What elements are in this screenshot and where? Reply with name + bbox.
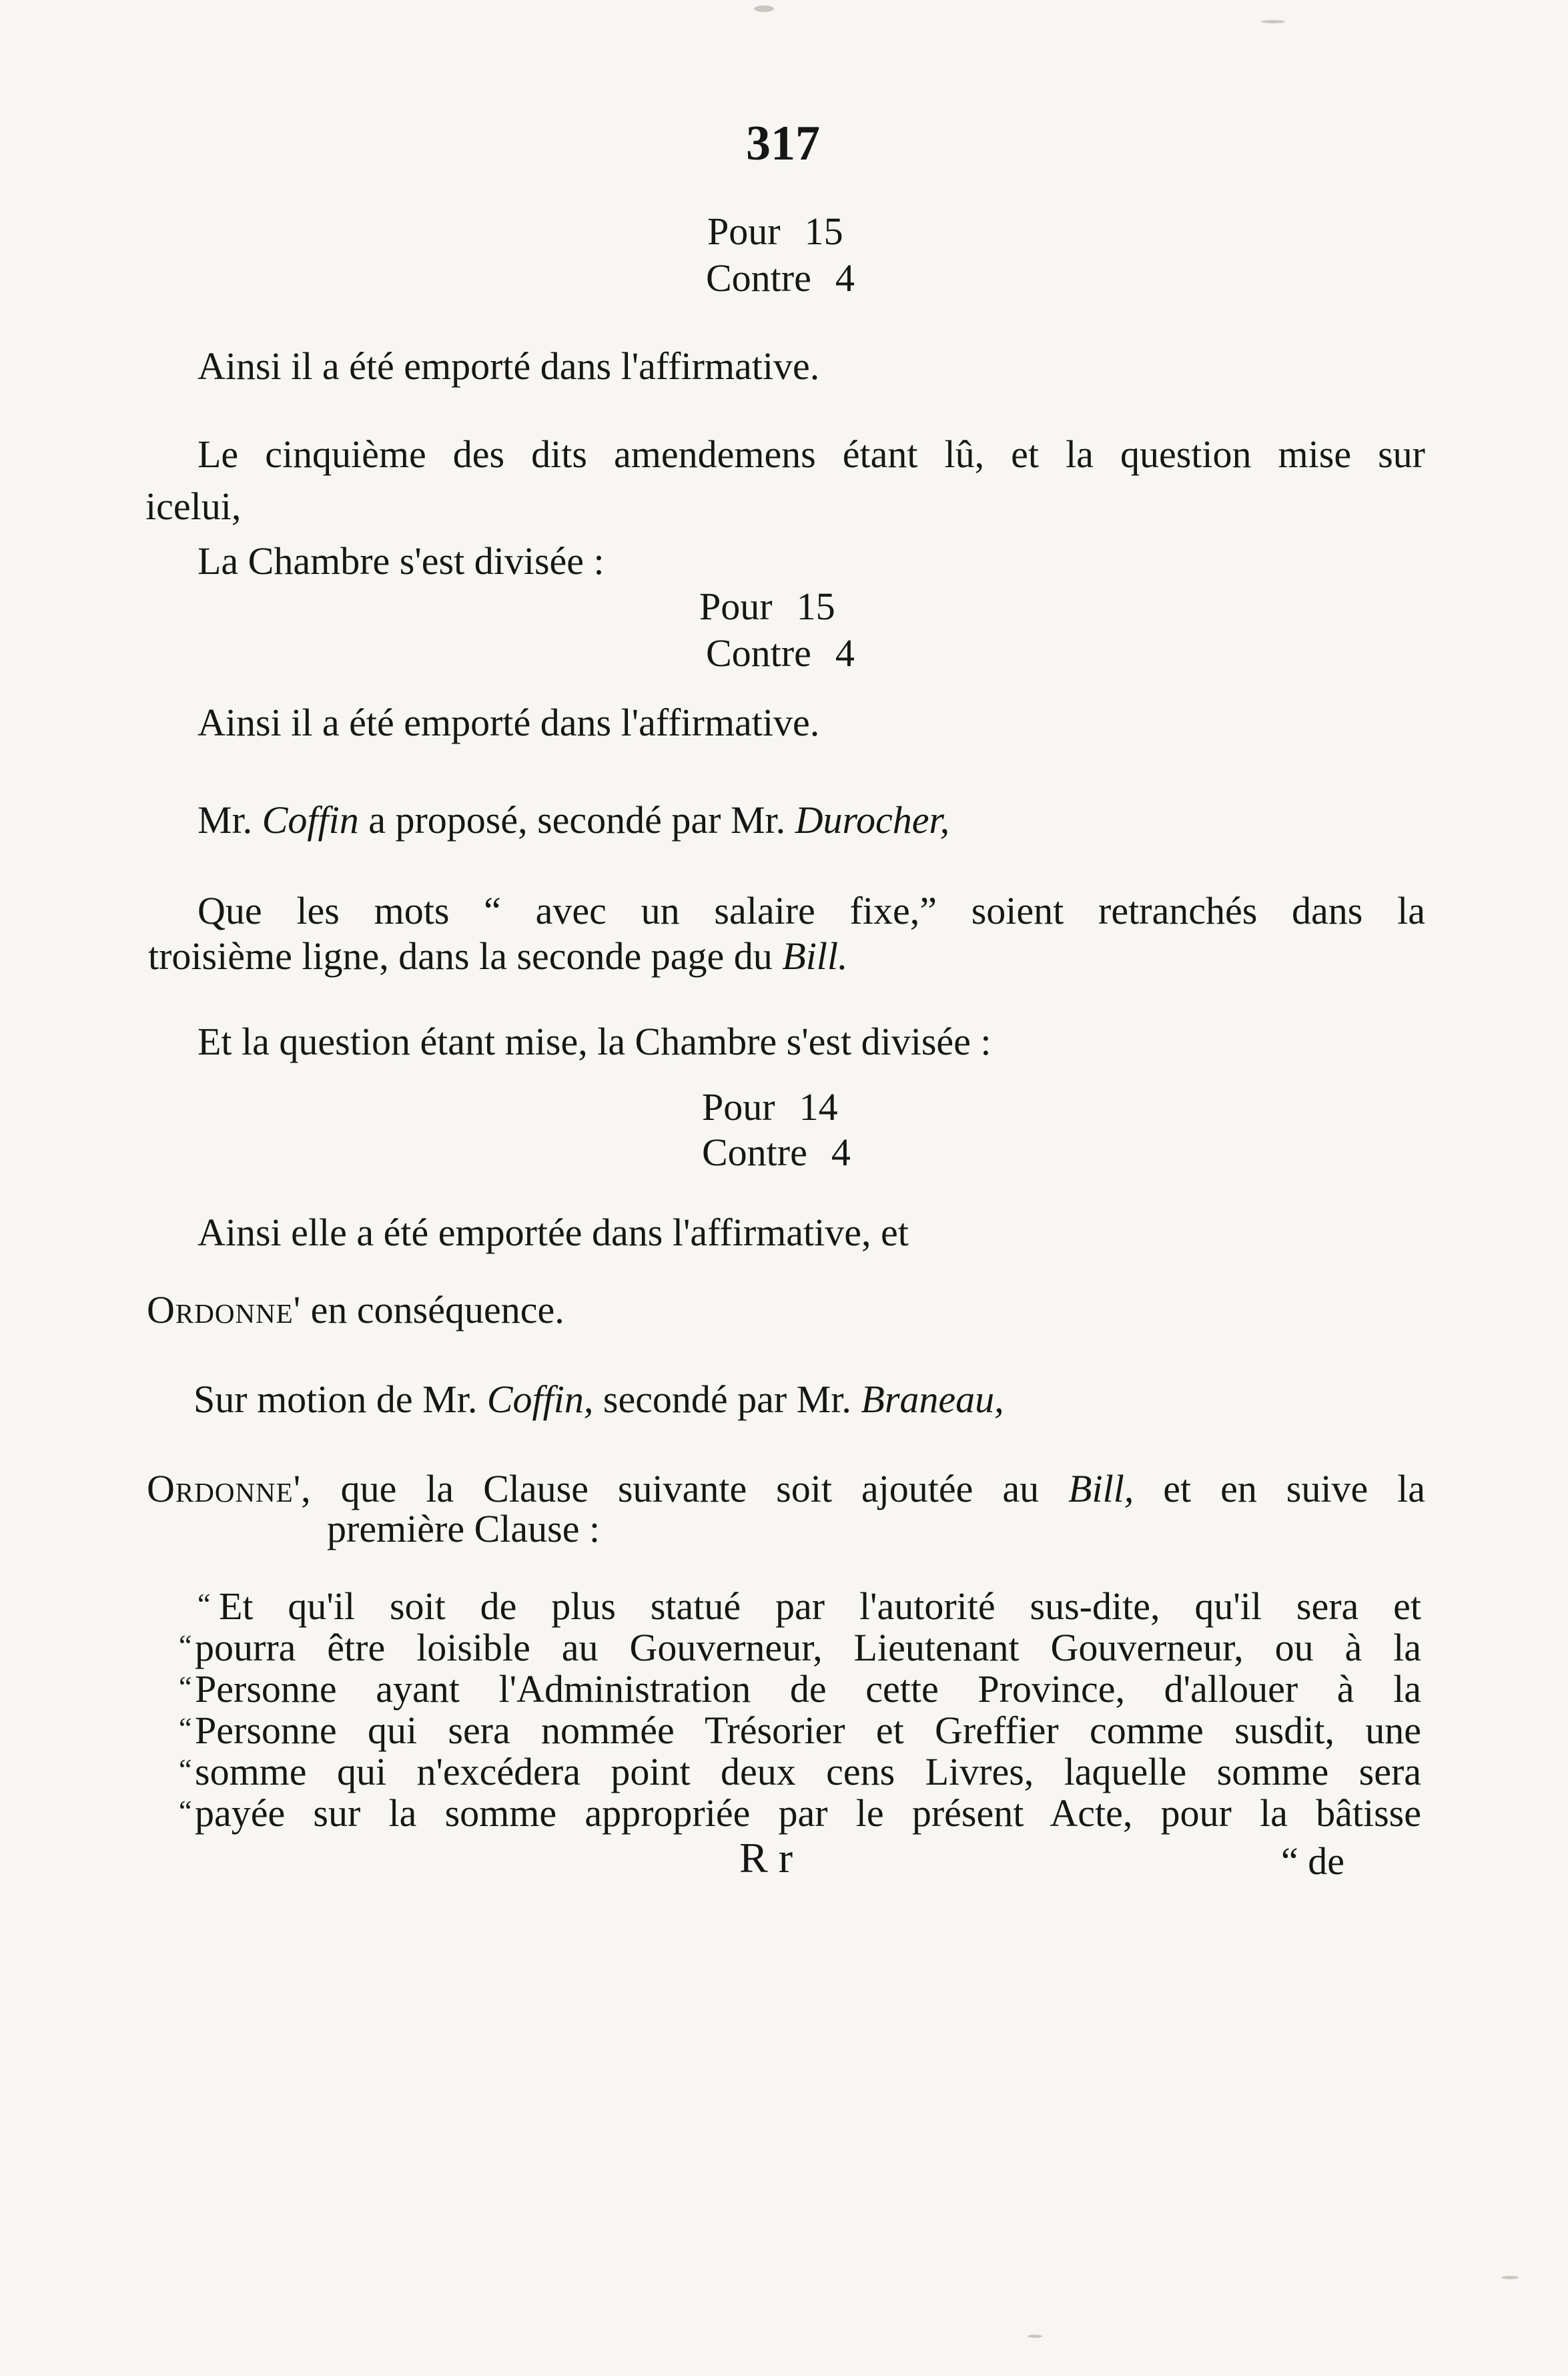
vote-pour-count: 14 <box>799 1085 838 1129</box>
quote-mark: “ <box>198 1588 211 1620</box>
motion-prefix: Sur motion de Mr. <box>193 1378 478 1421</box>
que-line-2 <box>148 934 848 978</box>
scan-speck <box>1261 20 1285 23</box>
scan-speck <box>754 5 774 12</box>
quote-mark: “ <box>179 1629 192 1662</box>
bill-word: Bill. <box>782 934 848 978</box>
chambre-divisee: La Chambre s'est divisée : <box>198 539 605 583</box>
motion-prefix: Mr. <box>198 798 253 842</box>
seconder-name: Braneau, <box>861 1378 1004 1421</box>
catchword: “ de <box>1281 1839 1344 1883</box>
que-line-1: Que les mots “ avec un salaire fixe,” soient retranchés dans la <box>198 889 1425 932</box>
motion-middle: a proposé, secondé par Mr. <box>368 798 786 842</box>
vote-contre-label: Contre <box>706 256 811 300</box>
vote-contre-label: Contre <box>706 631 811 675</box>
ordonne-word: Ordonne' <box>147 1288 302 1331</box>
ordonne-clause-text: que la Clause suivante soit ajoutée au <box>340 1467 1040 1510</box>
motion-coffin-durocher <box>198 798 950 842</box>
mover-name: Coffin, <box>486 1378 594 1421</box>
quote-mark: “ <box>179 1671 192 1703</box>
bill-word: Bill, <box>1068 1467 1134 1510</box>
vote-pour-count: 15 <box>796 585 835 628</box>
vote-contre-count: 4 <box>835 631 855 675</box>
quote-line: payée sur la somme appropriée par le présent Acte, pour la bâtisse <box>195 1791 1421 1835</box>
ordonne-rest: en conséquence. <box>310 1288 564 1331</box>
vote-pour-count: 15 <box>804 210 843 253</box>
vote-pour-label: Pour <box>699 585 773 628</box>
vote-contre-line <box>706 256 855 300</box>
motion-middle: secondé par Mr. <box>603 1378 851 1421</box>
quote-line: Et qu'il soit de plus statué par l'autorité sus-dite, qu'il sera et <box>219 1584 1421 1628</box>
scan-speck <box>1501 2276 1519 2279</box>
quote-mark: “ <box>179 1712 192 1745</box>
ordonne-clause-end: et en suive la <box>1163 1467 1426 1510</box>
quote-line: pourra être loisible au Gouverneur, Lieutenant Gouverneur, ou à la <box>195 1626 1421 1669</box>
vote-contre-line <box>706 631 855 675</box>
quote-mark: “ <box>179 1795 192 1827</box>
ordonne-clause-line-1 <box>147 1467 1426 1510</box>
ordonne-clause-line-2: première Clause : <box>327 1507 601 1550</box>
vote-pour-line <box>699 587 835 626</box>
question-mise: Et la question étant mise, la Chambre s'est divisée : <box>198 1020 992 1063</box>
quote-line: Personne qui sera nommée Trésorier et Greffier comme susdit, une <box>195 1709 1421 1752</box>
vote-contre-count: 4 <box>835 256 855 300</box>
quote-line: somme qui n'excédera point deux cens Livres, laquelle somme sera <box>195 1750 1421 1793</box>
seconder-name: Durocher, <box>795 798 950 842</box>
vote-contre-label: Contre <box>702 1131 807 1174</box>
signature-mark: R r <box>739 1834 793 1881</box>
amendment-line-2: icelui, <box>145 485 242 528</box>
motion-coffin-braneau <box>193 1380 1004 1419</box>
vote-pour-label: Pour <box>707 210 781 253</box>
que-line-2-text: troisième ligne, dans la seconde page du <box>148 934 773 978</box>
ordonne-word: Ordonne', <box>147 1467 312 1510</box>
result-affirmative-3: Ainsi elle a été emportée dans l'affirmative, et <box>198 1211 909 1254</box>
vote-pour-line <box>707 212 843 251</box>
vote-contre-count: 4 <box>831 1131 851 1174</box>
mover-name: Coffin <box>262 798 359 842</box>
quote-mark: “ <box>179 1753 192 1786</box>
ordonne-consequence <box>147 1288 564 1331</box>
quote-line: Personne ayant l'Administration de cette Province, d'allouer à la <box>195 1667 1421 1711</box>
amendment-line-1: Le cinquième des dits amendemens étant lû, et la question mise sur <box>198 432 1425 476</box>
result-affirmative-2: Ainsi il a été emporté dans l'affirmative. <box>198 701 820 744</box>
result-affirmative-1: Ainsi il a été emporté dans l'affirmative. <box>198 344 820 388</box>
vote-contre-line <box>702 1133 851 1172</box>
vote-pour-line <box>702 1085 838 1129</box>
page-number: 317 <box>746 116 820 171</box>
scan-speck <box>1028 2335 1042 2338</box>
vote-pour-label: Pour <box>702 1085 775 1129</box>
